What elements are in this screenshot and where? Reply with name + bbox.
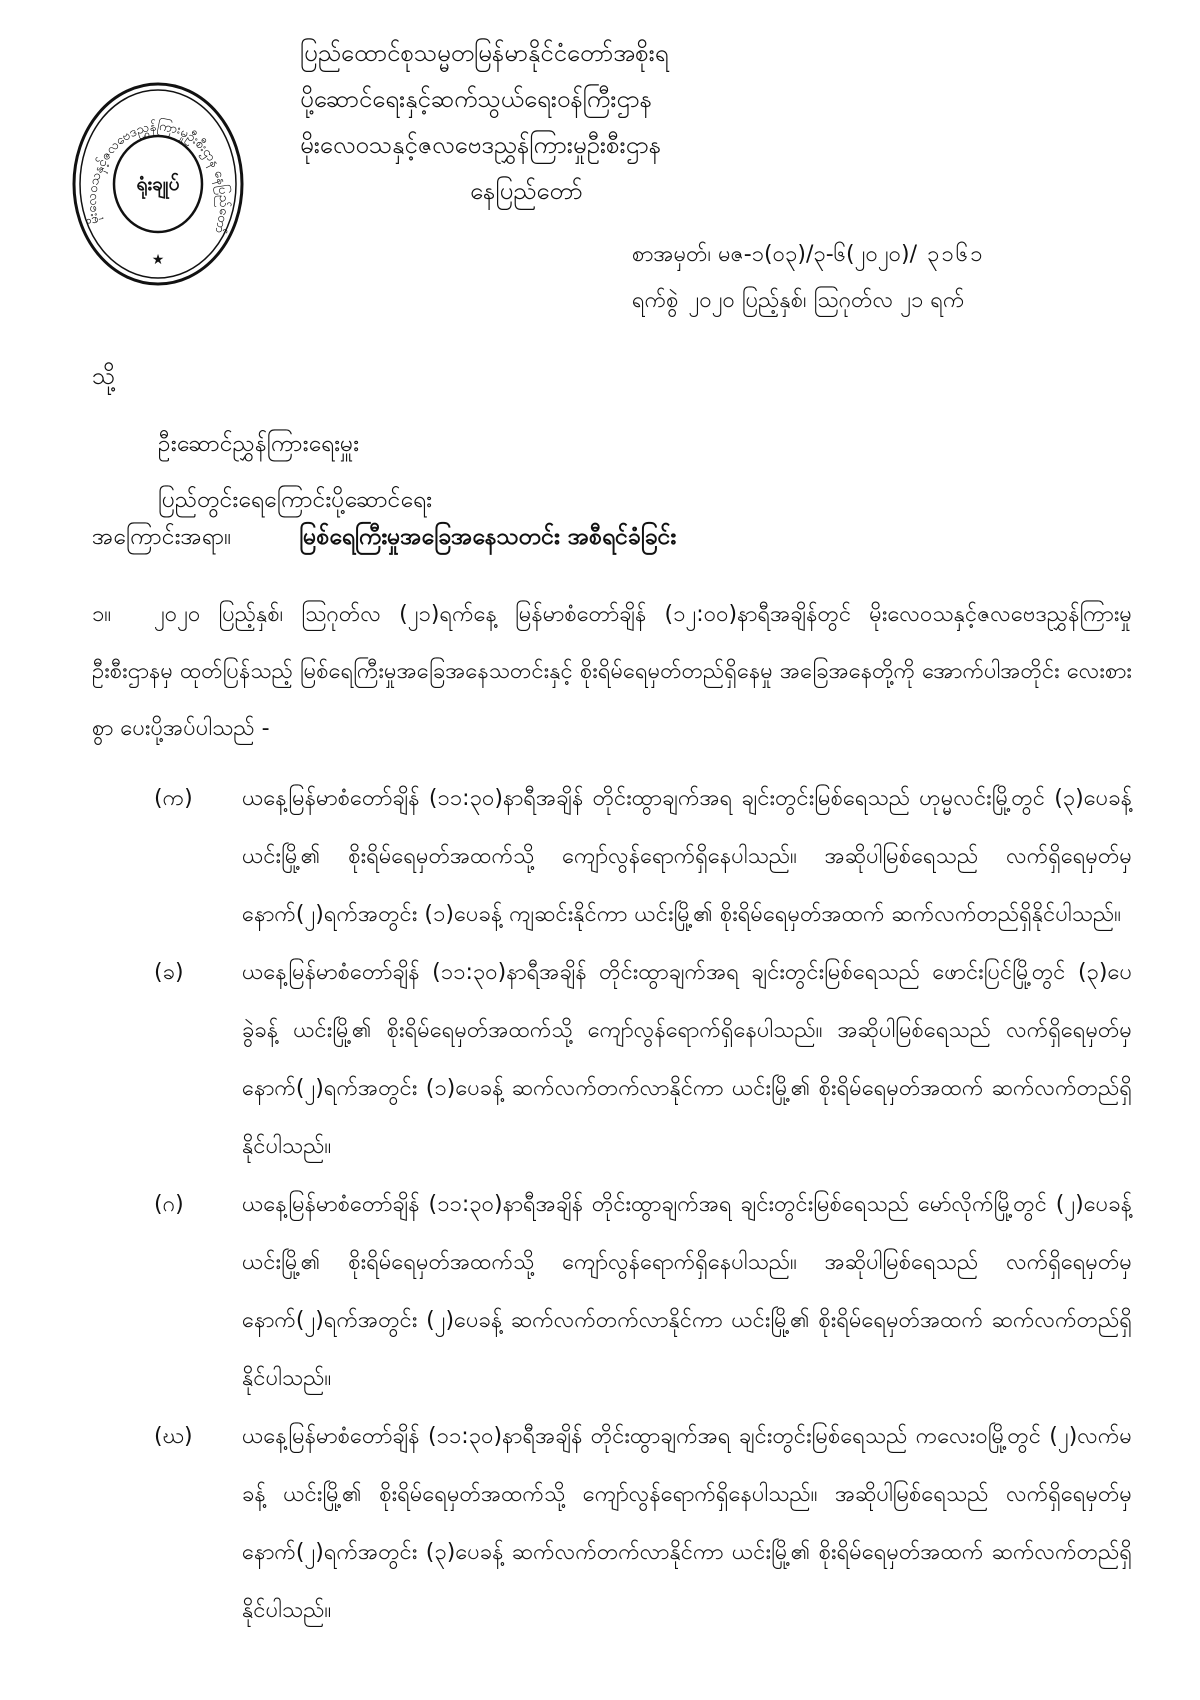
subject-label: အကြောင်းအရာ။ [92,524,232,550]
date-row [632,278,1172,324]
ministry-line: ပို့ဆောင်ရေးနှင့်ဆက်သွယ်ရေးဝန်ကြီးဌာန [300,85,652,113]
department-line: မိုးလေဝသနှင့်ဇလဗေဒညွှန်ကြားမှုဦးစီးဌာန [300,131,662,159]
list-item [92,1408,1142,1640]
subject-value: မြစ်ရေကြီးမှုအခြေအနေသတင်း အစီရင်ခံခြင်း [299,524,677,550]
item-text: ယနေ့မြန်မာစံတော်ချိန် (၁၁:၃၀)နာရီအချိန် တိုင်းထွာချက်အရ ချင်းတွင်းမြစ်ရေသည် ဟုမ္မလင်းမြို့တွင် (၃)ပေခန့် ယင်းမြို့၏ စိုးရိမ်ရေမှတ်အထက်သို့ ကျော်လွန်ရောက်ရှိနေပါသည်။ အဆိုပါမြစ်ရေသည် လက်ရှိရေမှတ်မှ နောက်(၂)ရက်အတွင်း (၁)ပေခန့် ကျဆင်းနိုင်ကာ ယင်းမြို့၏ စိုးရိမ်ရေမှတ်အထက် ဆက်လက်တည်ရှိနိုင်ပါသည်။ [242,786,1132,927]
item-text: ယနေ့မြန်မာစံတော်ချိန် (၁၁:၃၀)နာရီအချိန် တိုင်းထွာချက်အရ ချင်းတွင်းမြစ်ရေသည် ဖောင်းပြင်မြို့တွင် (၃)ပေခွဲခန့် ယင်းမြို့၏ စိုးရိမ်ရေမှတ်အထက်သို့ ကျော်လွန်ရောက်ရှိနေပါသည်။ အဆိုပါမြစ်ရေသည် လက်ရှိရေမှတ်မှ နောက်(၂)ရက်အတွင်း (၁)ပေခန့် ဆက်လက်တက်လာနိုင်ကာ ယင်းမြို့၏ စိုးရိမ်ရေမှတ်အထက် ဆက်လက်တည်ရှိနိုင်ပါသည်။ [242,960,1132,1159]
letterhead [300,30,920,214]
addressee-title: ဦးဆောင်ညွှန်ကြားရေးမှူး [158,431,359,457]
list-item [92,770,1142,944]
government-line: ပြည်ထောင်စုသမ္မတမြန်မာနိုင်ငံတော်အစိုးရ [300,39,669,67]
item-marker: (ဂ) [154,1192,184,1217]
item-marker: (ခ) [154,960,184,985]
reference-label: စာအမှတ်၊ မဇ-၁(၀၃)/၃-၆(၂၀၂၀)/ [632,242,918,267]
item-text: ယနေ့မြန်မာစံတော်ချိန် (၁၁:၃၀)နာရီအချိန် တိုင်းထွာချက်အရ ချင်းတွင်းမြစ်ရေသည် မော်လိုက်မြို့တွင် (၂)ပေခန့် ယင်းမြို့၏ စိုးရိမ်ရေမှတ်အထက်သို့ ကျော်လွန်ရောက်ရှိနေပါသည်။ အဆိုပါမြစ်ရေသည် လက်ရှိရေမှတ်မှ နောက်(၂)ရက်အတွင်း (၂)ပေခန့် ဆက်လက်တက်လာနိုင်ကာ ယင်းမြို့၏ စိုးရိမ်ရေမှတ်အထက် ဆက်လက်တည်ရှိနိုင်ပါသည်။ [242,1192,1132,1391]
svg-text:ရုံးချုပ်: ရုံးချုပ် [136,173,180,195]
svg-text:မိုးလေဝသနှင့်ဇလဗေဒညွှန်ကြားမှု: မိုးလေဝသနှင့်ဇလဗေဒညွှန်ကြားမှုဦးစီးဌာန နေပြည်တော် [84,118,232,235]
date-label: ရက်စွဲ [632,288,679,313]
items-list [92,770,1142,1640]
reference-row [632,232,1172,278]
city-line: နေပြည်တော် [470,177,583,205]
date-value: ၂၀၂၀ ပြည့်နှစ်၊ ဩဂုတ်လ ၂၁ ရက် [688,288,965,313]
subject-line [92,522,1132,556]
intro-paragraph [92,586,1132,757]
seal-graphic [68,78,248,290]
item-text: ယနေ့မြန်မာစံတော်ချိန် (၁၁:၃၀)နာရီအချိန် တိုင်းထွာချက်အရ ချင်းတွင်းမြစ်ရေသည် ကလေးဝမြို့တွင် (၂)လက်မခန့် ယင်းမြို့၏ စိုးရိမ်ရေမှတ်အထက်သို့ ကျော်လွန်ရောက်ရှိနေပါသည်။ အဆိုပါမြစ်ရေသည် လက်ရှိရေမှတ်မှ နောက်(၂)ရက်အတွင်း (၃)ပေခန့် ဆက်လက်တက်လာနိုင်ကာ ယင်းမြို့၏ စိုးရိမ်ရေမှတ်အထက် ဆက်လက်တည်ရှိနိုင်ပါသည်။ [242,1424,1132,1623]
to-label: သို့ [92,362,116,390]
addressee [158,416,432,528]
paragraph-number: ၁။ [92,602,112,627]
reference-number: ၃၁၆၁ [927,242,985,267]
svg-text:★: ★ [151,252,165,268]
reference-block [632,232,1172,324]
item-marker: (ဃ) [154,1424,193,1449]
list-item [92,944,1142,1176]
list-item [92,1176,1142,1408]
official-seal [68,78,248,290]
addressee-org: ပြည်တွင်းရေကြောင်းပို့ဆောင်ရေး [158,487,432,513]
item-marker: (က) [154,786,193,811]
intro-text: ၂၀၂၀ ပြည့်နှစ်၊ ဩဂုတ်လ (၂၁)ရက်နေ့ မြန်မာစံတော်ချိန် (၁၂:၀၀)နာရီအချိန်တွင် မိုးလေဝသနှင့်ဇလဗေဒညွှန်ကြားမှုဦးစီးဌာနမှ ထုတ်ပြန်သည့် မြစ်ရေကြီးမှုအခြေအနေသတင်းနှင့် စိုးရိမ်ရေမှတ်တည်ရှိနေမှု အခြေအနေတို့ကို အောက်ပါအတိုင်း လေးစားစွာ ပေးပို့အပ်ပါသည် - [92,602,1132,741]
